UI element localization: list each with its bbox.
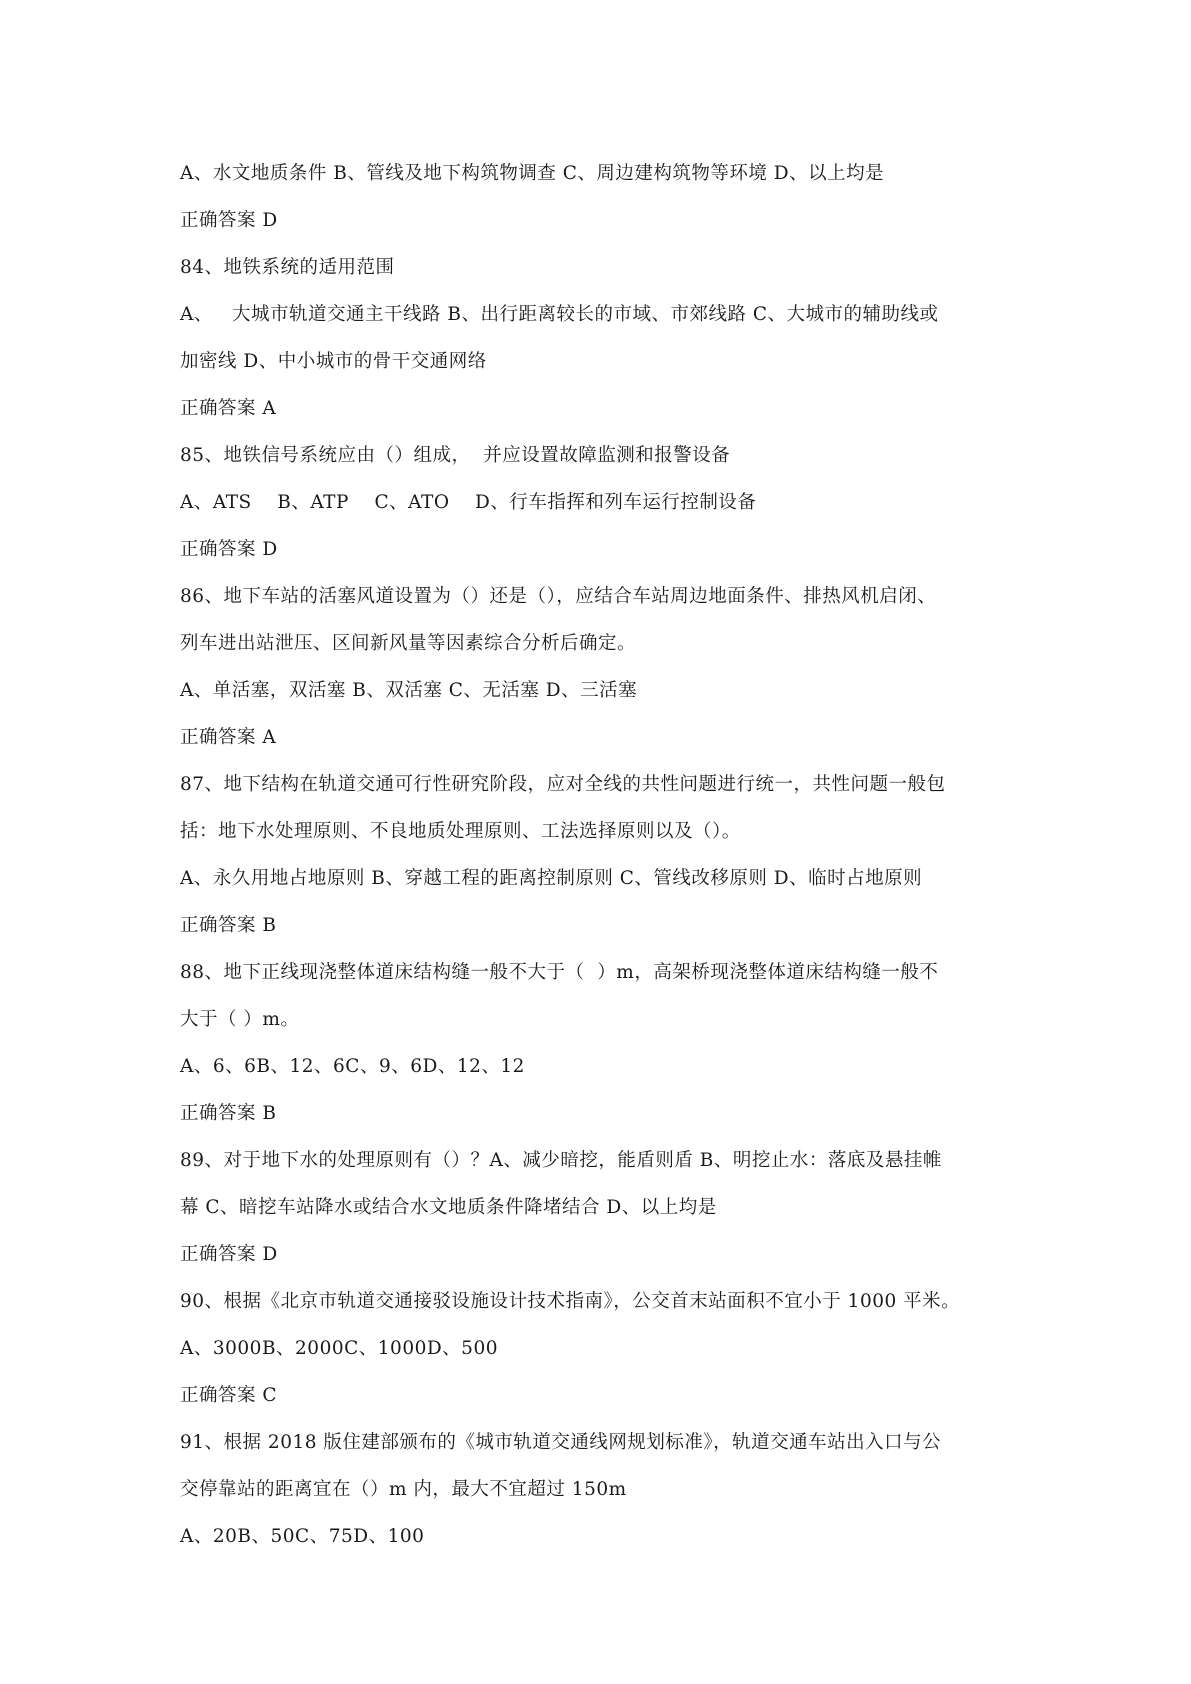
- q87-options: A、永久用地占地原则 B、穿越工程的距离控制原则 C、管线改移原则 D、临时占地原则: [180, 868, 923, 889]
- q87-answer: 正确答案 B: [180, 915, 277, 936]
- q89-question-line-2: 幕 C、暗挖车站降水或结合水文地质条件降堵结合 D、以上均是: [180, 1197, 717, 1218]
- q84-options-line-2: 加密线 D、中小城市的骨干交通网络: [180, 351, 487, 372]
- q90-options: A、3000B、2000C、1000D、500: [180, 1338, 498, 1359]
- q87-question-line-2: 括：地下水处理原则、不良地质处理原则、工法选择原则以及（）。: [180, 821, 741, 842]
- q91-question-line-2: 交停靠站的距离宜在（）m 内，最大不宜超过 150m: [180, 1479, 627, 1500]
- q84-options-line-1: A、 大城市轨道交通主干线路 B、出行距离较长的市域、市郊线路 C、大城市的辅助线或: [180, 304, 939, 325]
- q88-answer: 正确答案 B: [180, 1103, 277, 1124]
- q86-answer: 正确答案 A: [180, 727, 277, 748]
- q91-question-line-1: 91、根据 2018 版住建部颁布的《城市轨道交通线网规划标准》，轨道交通车站出入口与公: [180, 1432, 942, 1453]
- q85-options: A、ATS B、ATP C、ATO D、行车指挥和列车运行控制设备: [180, 492, 757, 513]
- q91-options: A、20B、50C、75D、100: [180, 1526, 425, 1547]
- q90-question: 90、根据《北京市轨道交通接驳设施设计技术指南》，公交首末站面积不宜小于 1000 平米。: [180, 1291, 961, 1312]
- q83-answer: 正确答案 D: [180, 210, 278, 231]
- q88-question-line-2: 大于（ ）m。: [180, 1009, 300, 1030]
- q88-question-line-1: 88、地下正线现浇整体道床结构缝一般不大于（ ）m，高架桥现浇整体道床结构缝一般不: [180, 962, 939, 983]
- q86-question-line-1: 86、地下车站的活塞风道设置为（）还是（），应结合车站周边地面条件、排热风机启闭、: [180, 586, 937, 607]
- q90-answer: 正确答案 C: [180, 1385, 278, 1406]
- q86-question-line-2: 列车进出站泄压、区间新风量等因素综合分析后确定。: [180, 633, 637, 654]
- q89-answer: 正确答案 D: [180, 1244, 278, 1265]
- q84-question: 84、地铁系统的适用范围: [180, 257, 395, 278]
- q84-answer: 正确答案 A: [180, 398, 277, 419]
- question-list: [180, 150, 1020, 1560]
- q85-answer: 正确答案 D: [180, 539, 278, 560]
- q86-options: A、单活塞，双活塞 B、双活塞 C、无活塞 D、三活塞: [180, 680, 638, 701]
- q89-question-line-1: 89、对于地下水的处理原则有（）？A、减少暗挖，能盾则盾 B、明挖止水：落底及悬挂帷: [180, 1150, 942, 1171]
- q85-question: 85、地铁信号系统应由（）组成， 并应设置故障监测和报警设备: [180, 445, 731, 466]
- q83-options: A、水文地质条件 B、管线及地下构筑物调查 C、周边建构筑物等环境 D、以上均是: [180, 163, 885, 184]
- q87-question-line-1: 87、地下结构在轨道交通可行性研究阶段，应对全线的共性问题进行统一，共性问题一般包: [180, 774, 946, 795]
- q88-options: A、6、6B、12、6C、9、6D、12、12: [180, 1056, 525, 1077]
